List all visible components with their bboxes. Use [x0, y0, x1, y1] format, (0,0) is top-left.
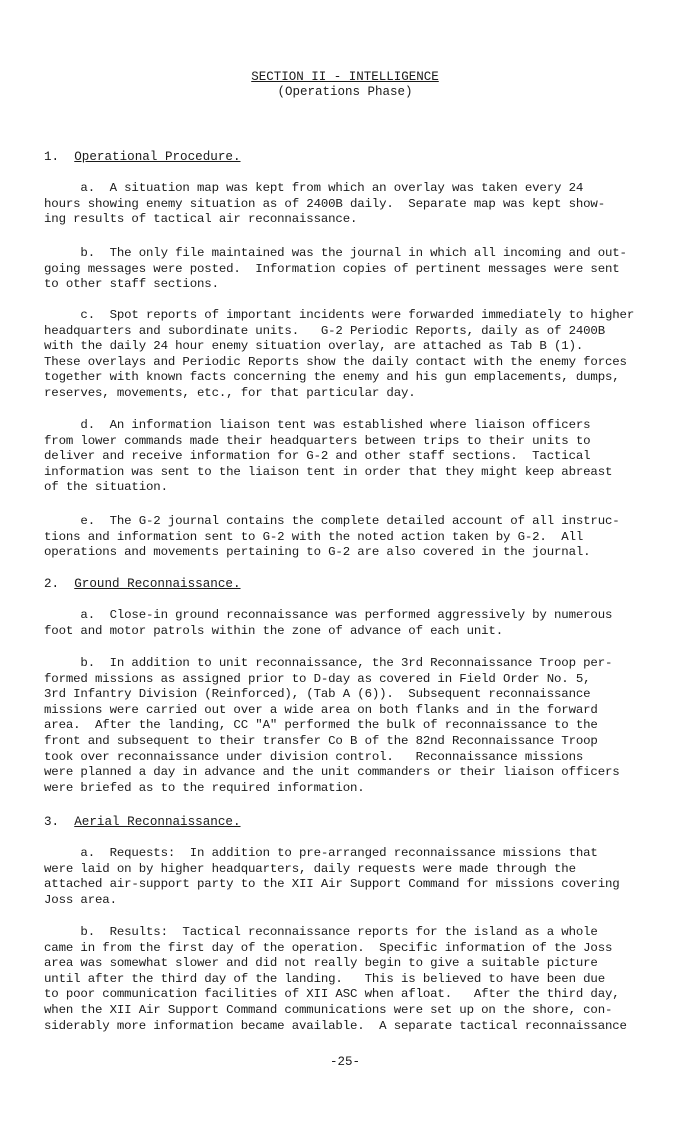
section-subtitle: (Operations Phase) — [277, 85, 413, 99]
section-header — [0, 70, 690, 100]
paragraph-2a: a. Close-in ground reconnaissance was performed aggressively by numerous foot and motor patrols within the zone of advance of each unit. — [44, 608, 613, 638]
paragraph-2b: b. In addition to unit reconnaissance, the 3rd Reconnaissance Troop per- formed missions as assigned prior to D-day as covered in Field Order No. 5, 3rd Infantry Division (Reinforced), (Tab A (6)). Subsequent reconnaissance missions were carried out over a wide area on both flanks and in the forward area. After the landing, CC "A" performed the bulk of reconnaissance to the front and subsequent to their transfer Co B of the 82nd Reconnaissance Troop took over reconnaissance under division control. Reconnaissance missions were planned a day in advance and the unit commanders or their liaison officers were briefed as to the required information. — [44, 656, 620, 795]
heading-aerial-reconnaissance — [44, 815, 241, 830]
section-title: SECTION II - INTELLIGENCE — [251, 70, 439, 84]
heading-operational-procedure — [44, 150, 241, 165]
heading-label: Ground Reconnaissance. — [74, 577, 241, 591]
page-number: -25- — [329, 1055, 360, 1069]
paragraph-1a: a. A situation map was kept from which an overlay was taken every 24 hours showing enemy situation as of 2400B daily. Separate map was kept show- ing results of tactical air reconnaissance. — [44, 181, 605, 227]
heading-label: Aerial Reconnaissance. — [74, 815, 241, 829]
heading-number: 1. — [44, 150, 60, 164]
heading-number: 3. — [44, 815, 60, 829]
paragraph-1b: b. The only file maintained was the journal in which all incoming and out- going messages were posted. Information copies of pertinent messages were sent to other staff sections. — [44, 246, 627, 292]
heading-label: Operational Procedure. — [74, 150, 241, 164]
heading-ground-reconnaissance — [44, 577, 241, 592]
paragraph-3b: b. Results: Tactical reconnaissance reports for the island as a whole came in from the first day of the operation. Specific information of the Joss area was somewhat slower and did not really begin to give a suitable picture until after the third day of the landing. This is believed to have been due to poor communication facilities of XII ASC when afloat. After the third day, when the XII Air Support Command communications were set up on the shore, con- siderably more information became available. A separate tactical reconnaissance — [44, 925, 627, 1033]
paragraph-1e: e. The G-2 journal contains the complete detailed account of all instruc- tions and information sent to G-2 with the noted action taken by G-2. All operations and movements pertaining to G-2 are also covered in the journal. — [44, 514, 620, 560]
paragraph-3a: a. Requests: In addition to pre-arranged reconnaissance missions that were laid on by higher headquarters, daily requests were made through the attached air-support party to the XII Air Support Command for missions covering Joss area. — [44, 846, 620, 907]
heading-number: 2. — [44, 577, 60, 591]
paragraph-1c: c. Spot reports of important incidents were forwarded immediately to higher headquarters and subordinate units. G-2 Periodic Reports, daily as of 2400B with the daily 24 hour enemy situation overlay, are attached as Tab B (1). These overlays and Periodic Reports show the daily contact with the enemy forces together with known facts concerning the enemy and his gun emplacements, dumps, reserves, movements, etc., for that particular day. — [44, 308, 635, 400]
paragraph-1d: d. An information liaison tent was established where liaison officers from lower commands made their headquarters between trips to their units to deliver and receive information for G-2 and other staff sections. Tactical information was sent to the liaison tent in order that they might keep abreast of the situation. — [44, 418, 613, 495]
